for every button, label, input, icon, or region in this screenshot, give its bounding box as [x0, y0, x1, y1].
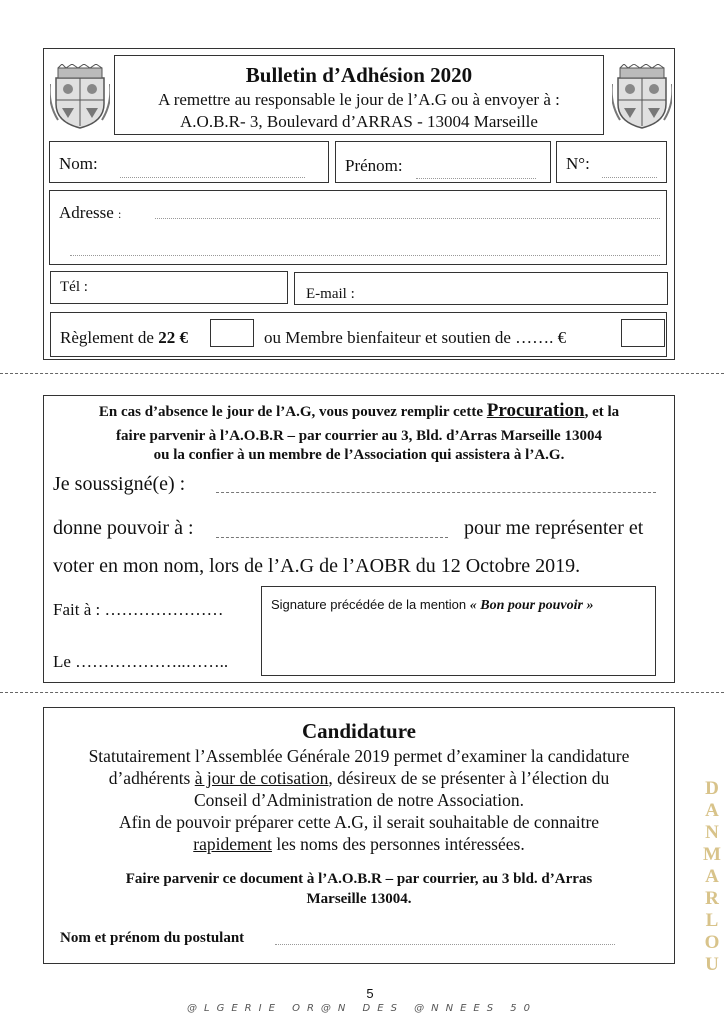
- nom-line: [120, 177, 305, 178]
- date-label[interactable]: Le ………………..……..: [53, 652, 229, 671]
- candidature-title: Candidature: [302, 719, 416, 743]
- separator-2: [0, 692, 724, 693]
- separator-1: [0, 373, 724, 374]
- reglement-checkbox[interactable]: [210, 319, 254, 347]
- nom-field[interactable]: [49, 141, 329, 183]
- postulant-line[interactable]: [275, 944, 615, 945]
- reglement-row: [50, 312, 667, 357]
- candidature-paragraph-1: Statutairement l’Assemblée Générale 2019 permet d’examiner la candidature: [88, 746, 630, 766]
- footer-text: @LGERIE OR@N DES @NNEES 50: [187, 1003, 537, 1014]
- tel-field[interactable]: [50, 271, 288, 304]
- candidature-paragraph-4: Afin de pouvoir préparer cette A.G, il serait souhaitable de connaitre: [118, 812, 600, 832]
- prenom-line: [416, 178, 536, 179]
- procuration-intro: En cas d’absence le jour de l’A.G, vous pouvez remplir cette Procuration, et la: [98, 400, 620, 421]
- pouvoir-suffix: pour me représenter et: [464, 517, 644, 539]
- candidature-instruction-1: Faire parvenir ce document à l’A.O.B.R – par courrier, au 3 bld. d’Arras: [125, 871, 593, 887]
- candidature-instruction-2: Marseille 13004.: [306, 891, 412, 907]
- numero-label: N°:: [566, 154, 590, 173]
- email-label: E-mail :: [306, 286, 355, 302]
- membre-amount-box[interactable]: [621, 319, 665, 347]
- pouvoir-label: donne pouvoir à :: [53, 517, 194, 539]
- signature-label: Signature précédée de la mention « Bon pour pouvoir »: [271, 597, 594, 613]
- prenom-field[interactable]: [335, 141, 551, 183]
- pouvoir-line[interactable]: [216, 537, 448, 538]
- adresse-field[interactable]: [49, 190, 667, 265]
- soussigne-label: Je soussigné(e) :: [53, 473, 186, 495]
- voter-line: voter en mon nom, lors de l’A.G de l’AOBR du 12 Octobre 2019.: [53, 555, 581, 577]
- adresse-line-2: [70, 255, 660, 256]
- procuration-keyword: Procuration: [486, 400, 585, 421]
- adhesion-title: Bulletin d’Adhésion 2020: [245, 63, 473, 87]
- tel-label: Tél :: [60, 279, 88, 295]
- membre-label: ou Membre bienfaiteur et soutien de ……. €: [264, 328, 567, 347]
- postulant-label: Nom et prénom du postulant: [60, 930, 245, 946]
- procuration-intro-line2: faire parvenir à l’A.O.B.R – par courrier au 3, Bld. d’Arras Marseille 13004: [116, 428, 602, 444]
- coat-of-arms-icon: [612, 64, 672, 130]
- prenom-label: Prénom:: [345, 156, 403, 175]
- signature-box[interactable]: [261, 586, 656, 676]
- page-number: 5: [366, 986, 374, 1001]
- candidature-paragraph-2: d’adhérents à jour de cotisation, désireux de se présenter à l’élection du: [108, 768, 610, 788]
- reglement-amount: 22 €: [158, 328, 188, 347]
- soussigne-line[interactable]: [216, 492, 656, 493]
- candidature-paragraph-5: rapidement les noms des personnes intéressées.: [193, 834, 525, 854]
- nom-label: Nom:: [59, 154, 98, 173]
- procuration-intro-line3: ou la confier à un membre de l’Association qui assistera à l’A.G.: [153, 447, 565, 463]
- adhesion-instructions: A remettre au responsable le jour de l’A.G ou à envoyer à :: [158, 90, 560, 109]
- numero-line: [602, 177, 657, 178]
- reglement-label: Règlement de 22 €: [60, 328, 188, 347]
- numero-field[interactable]: [556, 141, 667, 183]
- fait-label[interactable]: Fait à : …………………: [53, 600, 224, 619]
- email-field[interactable]: [294, 272, 668, 305]
- adresse-line-1: [155, 218, 660, 219]
- adhesion-address: A.O.B.R- 3, Boulevard d’ARRAS - 13004 Marseille: [180, 112, 538, 131]
- side-signature: D A N M A R L O U: [703, 778, 721, 975]
- adresse-label: Adresse :: [59, 203, 122, 222]
- coat-of-arms-icon: [50, 64, 110, 130]
- adhesion-header: [114, 55, 604, 135]
- candidature-paragraph-3: Conseil d’Administration de notre Association.: [193, 790, 525, 810]
